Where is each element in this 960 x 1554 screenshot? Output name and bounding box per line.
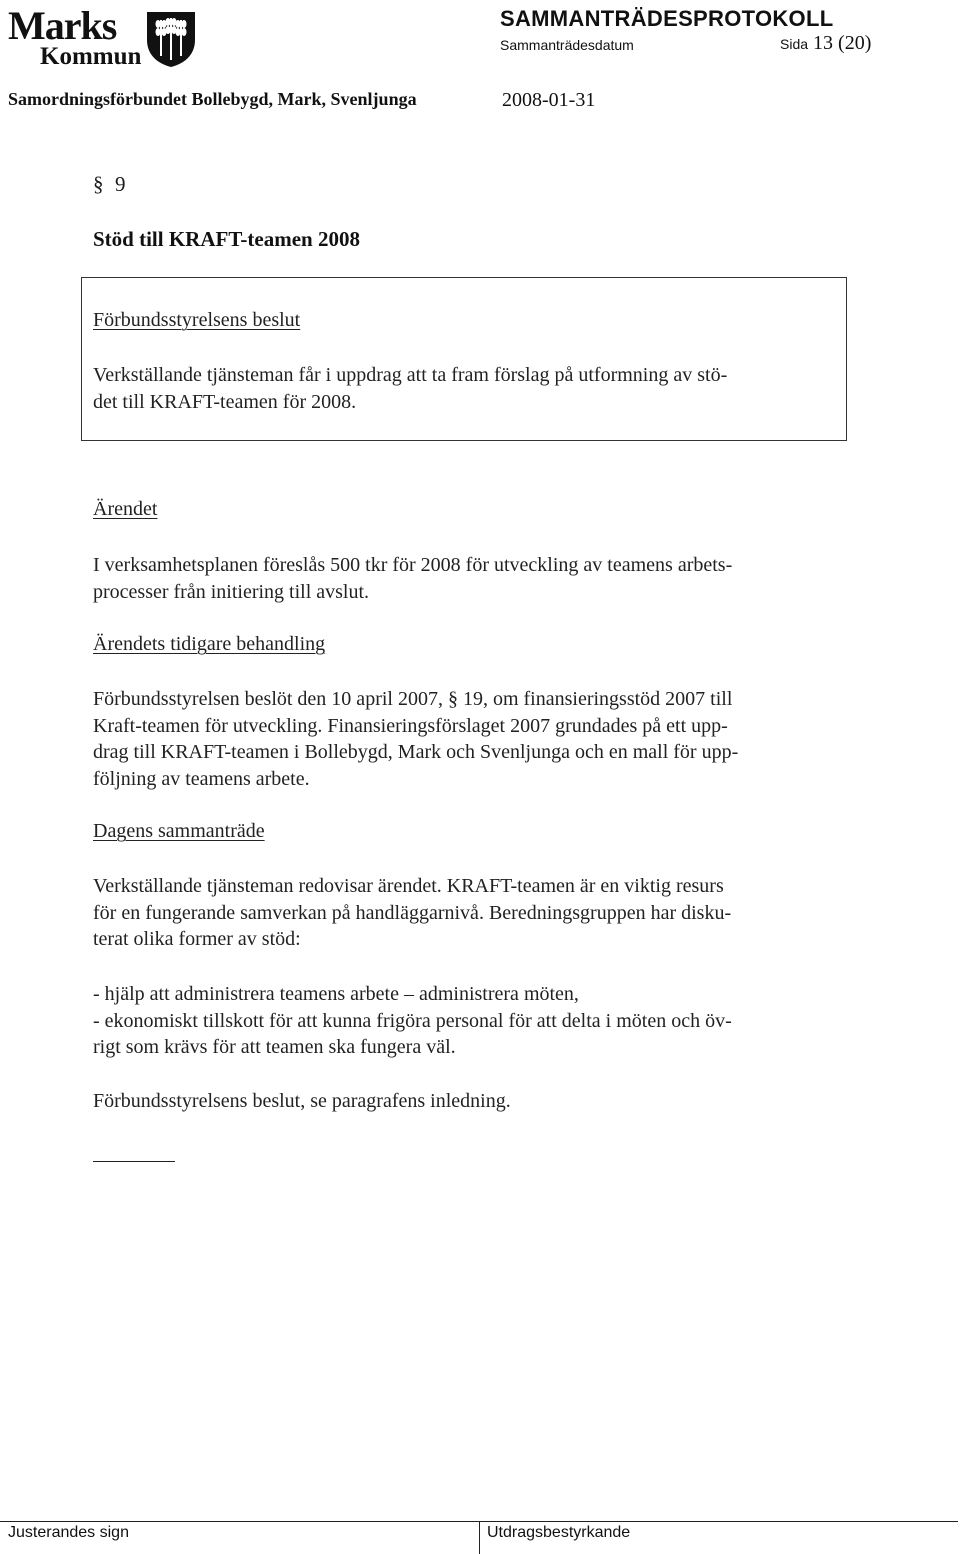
page-indicator — [780, 32, 871, 55]
section-number-value: 9 — [115, 172, 126, 196]
tidigare-line — [93, 686, 835, 713]
footer-divider — [479, 1521, 480, 1554]
list-item: rigt som krävs för att teamen ska fungera väl. — [93, 1036, 456, 1058]
section-number — [93, 172, 126, 197]
dagens-text — [93, 873, 835, 953]
arendet-text — [93, 552, 835, 605]
section-sign: § — [447, 688, 458, 710]
section-title: Stöd till KRAFT-teamen 2008 — [93, 227, 360, 251]
decision-text — [93, 362, 835, 415]
meeting-date: 2008-01-31 — [502, 89, 596, 111]
dagens-line: för en fungerande samverkan på handläggarnivå. Beredningsgruppen har disku- — [93, 901, 732, 924]
decision-heading: Förbundsstyrelsens beslut — [93, 309, 301, 331]
meeting-date-label: Sammanträdesdatum — [500, 37, 634, 53]
logo-name: Marks — [8, 3, 117, 48]
closing-text: Förbundsstyrelsens beslut, se paragrafens inledning. — [93, 1090, 511, 1112]
logo-sub: Kommun — [40, 43, 142, 70]
tidigare-text — [93, 686, 835, 792]
justerandes-sign-label: Justerandes sign — [8, 1524, 129, 1541]
arendet-line: processer från initiering till avslut. — [93, 580, 370, 603]
arendet-line: I verksamhetsplanen föreslås 500 tkr för 2008 för utveckling av teamens arbets- — [93, 554, 733, 576]
coat-of-arms-icon — [145, 10, 197, 68]
tidigare-line: Kraft-teamen för utveckling. Finansieringsförslaget 2007 grundades på ett upp- — [93, 714, 728, 737]
marks-kommun-logo — [8, 3, 198, 70]
decision-box — [81, 277, 847, 441]
list-item: - hjälp att administrera teamens arbete – administrera möten, — [93, 983, 579, 1005]
tidigare-line: följning av teamens arbete. — [93, 767, 310, 790]
page-number: 13 — [813, 32, 834, 54]
tidigare-line: drag till KRAFT-teamen i Bollebygd, Mark och Svenljunga och en mall för upp- — [93, 741, 739, 763]
organization-name: Samordningsförbundet Bollebygd, Mark, Svenljunga — [8, 89, 417, 109]
dagens-line: terat olika former av stöd: — [93, 928, 301, 950]
dagens-heading: Dagens sammanträde — [93, 820, 265, 842]
document-type: SAMMANTRÄDESPROTOKOLL — [500, 6, 834, 31]
decision-line: Verkställande tjänsteman får i uppdrag att ta fram förslag på utformning av stö- — [93, 364, 728, 386]
page-label: Sida — [780, 36, 809, 52]
support-list — [93, 981, 835, 1061]
section-sign: § — [93, 172, 104, 196]
signature-rule — [93, 1161, 175, 1162]
list-item: - ekonomiskt tillskott för att kunna frigöra personal för att delta i möten och öv- — [93, 1009, 732, 1032]
tidigare-line-start: Förbundsstyrelsen beslöt den 10 april 2007, — [93, 688, 443, 710]
tidigare-line-end: 19, om finansieringsstöd 2007 till — [462, 688, 733, 710]
decision-line: det till KRAFT-teamen för 2008. — [93, 390, 357, 413]
dagens-line: Verkställande tjänsteman redovisar ärendet. KRAFT-teamen är en viktig resurs — [93, 875, 724, 897]
tidigare-heading: Ärendets tidigare behandling — [93, 633, 326, 655]
arendet-heading: Ärendet — [93, 498, 158, 520]
page-total: (20) — [838, 32, 872, 54]
utdragsbestyrkande-label: Utdragsbestyrkande — [487, 1524, 631, 1541]
